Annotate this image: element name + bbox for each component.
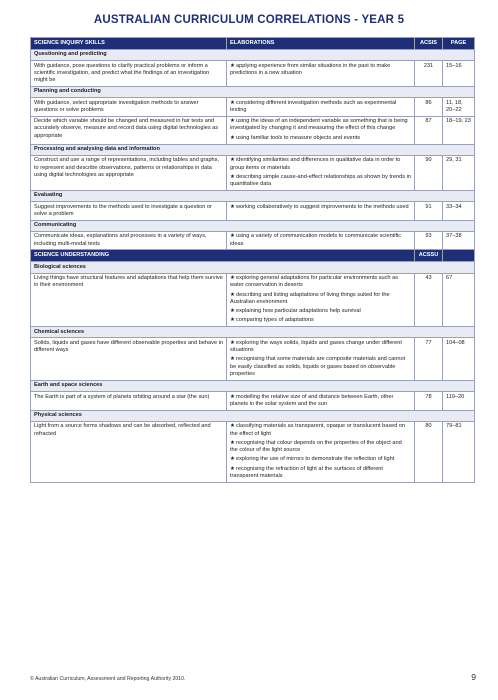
content-description: Communicate ideas, explanations and processes in a variety of ways, including multi-modal texts [31,231,227,250]
star-icon: ★ [230,393,236,400]
section-heading: Processing and analysing data and information [31,144,475,155]
elaboration-text: describing simple cause-and-effect relationships as shown by trends in quantitative data [230,173,411,188]
table-row [31,98,475,117]
elaboration-text: exploring the ways solids, liquids and gases change under different situations [230,339,402,354]
curriculum-code: 87 [415,116,443,144]
elaboration-text: considering different investigation methods such as experimental testing [230,99,397,113]
elaboration-item [230,466,411,481]
elaboration-text: comparing types of adaptations [236,317,314,324]
elaboration-text: recognising that colour depends on the properties of the object and the colour of the light source [230,439,402,454]
elaborations-cell [227,273,415,327]
elaboration-text: using a variety of communication models to communicate scientific ideas [230,233,402,247]
elaborations-cell [227,392,415,411]
star-icon: ★ [230,157,236,164]
page-number: 9 [471,672,476,682]
star-icon: ★ [230,423,236,430]
column-header: ACSSU [415,250,443,262]
table-row [31,421,475,482]
section-heading: Planning and conducting [31,86,475,97]
page-reference: 11, 18, 20–22 [443,98,475,117]
elaboration-item [230,356,411,378]
column-header [443,250,475,262]
copyright-footer: © Australian Curriculum, Assessment and Reporting Authority 2010. [30,676,186,682]
elaboration-item [230,157,411,172]
page-reference: 79–81 [443,421,475,482]
star-icon: ★ [230,62,236,69]
elaborations-cell [227,202,415,221]
section-heading: Chemical sciences [31,327,475,338]
star-icon: ★ [230,339,236,346]
page-reference: 37–38 [443,231,475,250]
column-header: SCIENCE UNDERSTANDING [31,250,415,262]
section-heading-row [31,190,475,201]
star-icon: ★ [230,118,236,125]
elaborations-cell [227,61,415,87]
page-reference: 104–08 [443,338,475,380]
elaborations-cell [227,421,415,482]
curriculum-code: 43 [415,273,443,327]
elaboration-text: applying experience from similar situations in the past to make predictions in a new situation [230,62,391,76]
star-icon: ★ [230,233,236,240]
elaboration-text: exploring general adaptations for particular environments such as water conservation in deserts [230,275,399,289]
section-heading: Earth and space sciences [31,380,475,391]
section-heading-row [31,410,475,421]
section-heading-row [31,49,475,60]
elaboration-text: using familiar tools to measure objects and events [236,134,361,141]
understanding-header-row [31,250,475,262]
elaboration-item [230,118,411,133]
elaboration-item [230,456,411,463]
elaboration-text: modelling the relative size of and distance between Earth, other planets in the solar system and the sun [230,393,394,407]
elaboration-item [230,275,411,290]
column-header: SCIENCE INQUIRY SKILLS [31,38,227,50]
table-row [31,273,475,327]
page-reference: 119–20 [443,392,475,411]
curriculum-code: 231 [415,61,443,87]
inquiry-header-row [31,38,475,50]
table-row [31,202,475,221]
elaboration-text: identifying similarities and differences in qualitative data in order to group items or materials [230,157,401,171]
elaboration-item [230,100,411,115]
elaborations-cell [227,155,415,190]
section-heading-row [31,262,475,273]
column-header: ELABORATIONS [227,38,415,50]
table-row [31,61,475,87]
page-title: AUSTRALIAN CURRICULUM CORRELATIONS - YEAR 5 [93,14,405,26]
elaborations-cell [227,116,415,144]
content-description: With guidance, select appropriate investigation methods to answer questions or solve problems [31,98,227,117]
elaboration-item [230,440,411,455]
star-icon: ★ [230,317,236,324]
correlation-table [30,37,475,483]
content-description: Living things have structural features and adaptations that help them survive in their environment [31,273,227,327]
content-description: The Earth is part of a system of planets orbiting around a star (the sun) [31,392,227,411]
elaboration-item [230,394,411,409]
content-description: Suggest improvements to the methods used to investigate a question or solve a problem [31,202,227,221]
section-heading-row [31,144,475,155]
elaboration-item [230,204,411,211]
elaboration-item [230,308,411,315]
curriculum-code: 91 [415,202,443,221]
star-icon: ★ [230,99,236,106]
content-description: Solids, liquids and gases have different observable properties and behave in different ways [31,338,227,380]
curriculum-code: 90 [415,155,443,190]
elaboration-item [230,135,411,142]
star-icon: ★ [230,203,236,210]
elaboration-text: recognising the refraction of light at the surfaces of different transparent materials [230,465,383,479]
table-row [31,231,475,250]
elaboration-item [230,63,411,78]
section-heading-row [31,220,475,231]
elaboration-text: exploring the use of mirrors to demonstrate the reflection of light [236,456,395,463]
elaborations-cell [227,98,415,117]
elaboration-item [230,317,411,324]
elaboration-text: using the ideas of an independent variable as something that is being investigated by changing it and measuring the effect of this change [230,118,408,132]
page-reference: 29, 31 [443,155,475,190]
table-row [31,338,475,380]
content-description: Light from a source forms shadows and can be absorbed, reflected and refracted [31,421,227,482]
curriculum-code: 77 [415,338,443,380]
elaboration-text: recognising that some materials are composite materials and cannot be easily classified as solids, liquids or gases based on observable properties [230,356,406,377]
section-heading-row [31,86,475,97]
elaboration-item [230,292,411,307]
star-icon: ★ [230,356,236,363]
elaboration-text: classifying materials as transparent, opaque or translucent based on the effect of light [230,423,406,437]
curriculum-code: 93 [415,231,443,250]
column-header: PAGE [443,38,475,50]
section-heading: Biological sciences [31,262,475,273]
elaboration-item [230,340,411,355]
section-heading: Communicating [31,220,475,231]
curriculum-code: 86 [415,98,443,117]
table-row [31,116,475,144]
column-header: ACSIS [415,38,443,50]
table-row [31,392,475,411]
star-icon: ★ [230,134,236,141]
section-heading: Questioning and predicting [31,49,475,60]
content-description: With guidance, pose questions to clarify practical problems or inform a scientific investigation, and predict what the findings of an investigation might be [31,61,227,87]
section-heading-row [31,380,475,391]
curriculum-code: 80 [415,421,443,482]
section-heading-row [31,327,475,338]
star-icon: ★ [230,465,236,472]
star-icon: ★ [230,173,236,180]
elaboration-item [230,174,411,189]
elaborations-cell [227,338,415,380]
table-row [31,155,475,190]
elaboration-text: working collaboratively to suggest improvements to the methods used [236,203,409,210]
star-icon: ★ [230,439,236,446]
star-icon: ★ [230,308,236,315]
elaborations-cell [227,231,415,250]
section-heading: Physical sciences [31,410,475,421]
content-description: Decide which variable should be changed and measured in fair tests and accurately observe, measure and record data using digital technologies as appropriate [31,116,227,144]
elaboration-text: describing and listing adaptations of living things suited for the Australian environment [230,291,390,305]
star-icon: ★ [230,291,236,298]
star-icon: ★ [230,275,236,282]
page-reference: 67 [443,273,475,327]
section-heading: Evaluating [31,190,475,201]
content-description: Construct and use a range of representations, including tables and graphs, to represent and describe observations, patterns or relationships in data using digital technologies as appropriate [31,155,227,190]
page-reference: 15–16 [443,61,475,87]
elaboration-text: explaining how particular adaptations help survival [236,308,361,315]
page-reference: 18–19, 23 [443,116,475,144]
curriculum-code: 78 [415,392,443,411]
elaboration-item [230,233,411,248]
elaboration-item [230,423,411,438]
page-reference: 33–34 [443,202,475,221]
star-icon: ★ [230,456,236,463]
